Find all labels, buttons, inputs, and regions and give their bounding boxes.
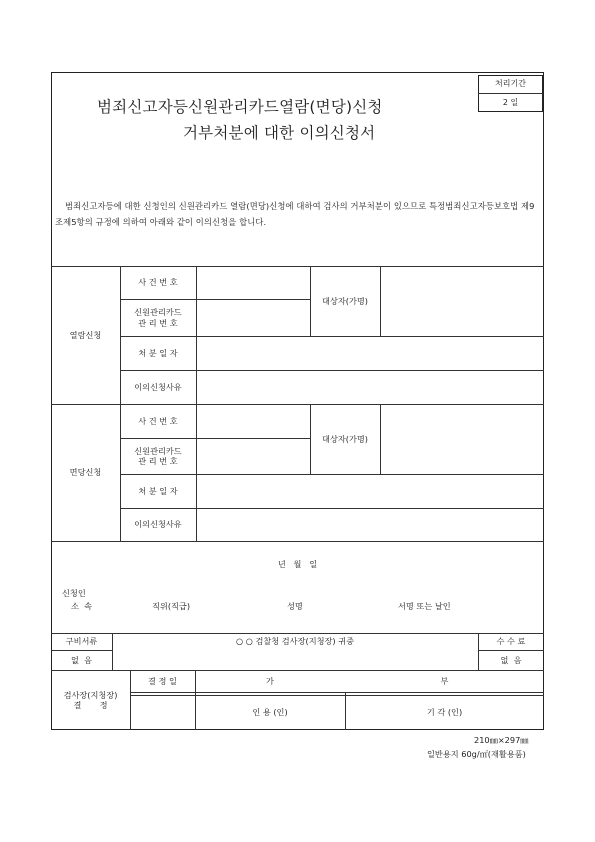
section-label-reading: 열람신청 <box>69 329 102 340</box>
processing-period-value: 2 일 <box>502 97 519 107</box>
decision-label-line1: 검사장(지청장) <box>63 689 118 700</box>
target-alias-label: 대상자(가명) <box>322 295 368 306</box>
disposition-date-field[interactable] <box>196 474 544 508</box>
objection-reason-field[interactable] <box>196 370 544 404</box>
addressee: ○ ○ 검찰청 검사장(지청장) 귀중 <box>235 636 355 647</box>
card-number-label-line1: 신원관리카드 <box>134 307 182 318</box>
applicant-signature[interactable]: 서명 또는 날인 <box>398 601 451 611</box>
decision-date-field[interactable] <box>130 695 195 730</box>
objection-reason-label: 이의신청사유 <box>134 519 182 530</box>
application-date[interactable]: 년 월 일 <box>277 558 318 569</box>
decision-label-line2: 결 정 <box>73 700 108 710</box>
required-docs-value: 없 음 <box>70 654 93 665</box>
case-number-field[interactable] <box>196 404 310 438</box>
applicant-label: 신청인 <box>62 588 86 598</box>
accept-seal-field[interactable]: 인 용 (인) <box>252 707 288 718</box>
section-label-interview: 면당신청 <box>69 467 102 478</box>
card-number-field[interactable] <box>196 299 310 336</box>
objection-reason-field[interactable] <box>196 508 544 541</box>
case-number-label: 사 건 번 호 <box>138 415 178 426</box>
form-title-line1: 범죄신고자등신원관리카드열람(면당)신청 <box>97 98 383 116</box>
card-number-label-line2: 관 리 번 호 <box>138 317 178 328</box>
processing-period-label: 처리기간 <box>495 79 526 88</box>
card-number-label <box>120 438 196 474</box>
required-docs-label: 구비서류 <box>65 636 98 647</box>
paper-spec: 일반용지 60g/㎡(재활용품) <box>427 749 526 759</box>
fee-label: 수 수 료 <box>496 636 526 647</box>
objection-reason-label: 이의신청사유 <box>134 381 182 392</box>
target-alias-label: 대상자(가명) <box>322 433 368 444</box>
disposition-date-label: 처 분 일 자 <box>138 347 178 358</box>
decision-label <box>51 683 130 717</box>
target-alias-field[interactable] <box>380 404 544 474</box>
intro-paragraph: 범죄신고자등에 대한 신청인의 신원관리카드 열람(면당)신청에 대하여 검사의 거부처분이 있으므로 특정범죄신고자등보호법 제9조제5항의 규정에 의하여 아래와 같이 이의신청을 합니다. <box>55 201 535 227</box>
card-number-label-line1: 신원관리카드 <box>134 445 182 456</box>
case-number-field[interactable] <box>196 266 310 299</box>
disposition-date-label: 처 분 일 자 <box>138 485 178 496</box>
case-number-label: 사 건 번 호 <box>138 277 178 288</box>
disposition-date-field[interactable] <box>196 336 544 370</box>
form-title-line2: 거부처분에 대한 이의신청서 <box>183 124 376 142</box>
approve-label: 가 <box>266 675 274 686</box>
applicant-position[interactable]: 직위(직급) <box>152 601 191 611</box>
paper-size: 210㎜×297㎜ <box>474 735 529 745</box>
applicant-affiliation[interactable]: 소 속 <box>71 601 93 611</box>
target-alias-field[interactable] <box>380 266 544 336</box>
card-number-label-line2: 관 리 번 호 <box>138 456 178 466</box>
reject-seal-field[interactable]: 기 각 (인) <box>426 707 463 718</box>
deny-label: 부 <box>440 675 449 686</box>
card-number-label <box>120 299 196 336</box>
fee-value: 없 음 <box>500 654 522 665</box>
card-number-field[interactable] <box>196 438 310 474</box>
applicant-name[interactable]: 성명 <box>287 601 303 611</box>
decision-date-label: 결 정 일 <box>148 675 177 686</box>
